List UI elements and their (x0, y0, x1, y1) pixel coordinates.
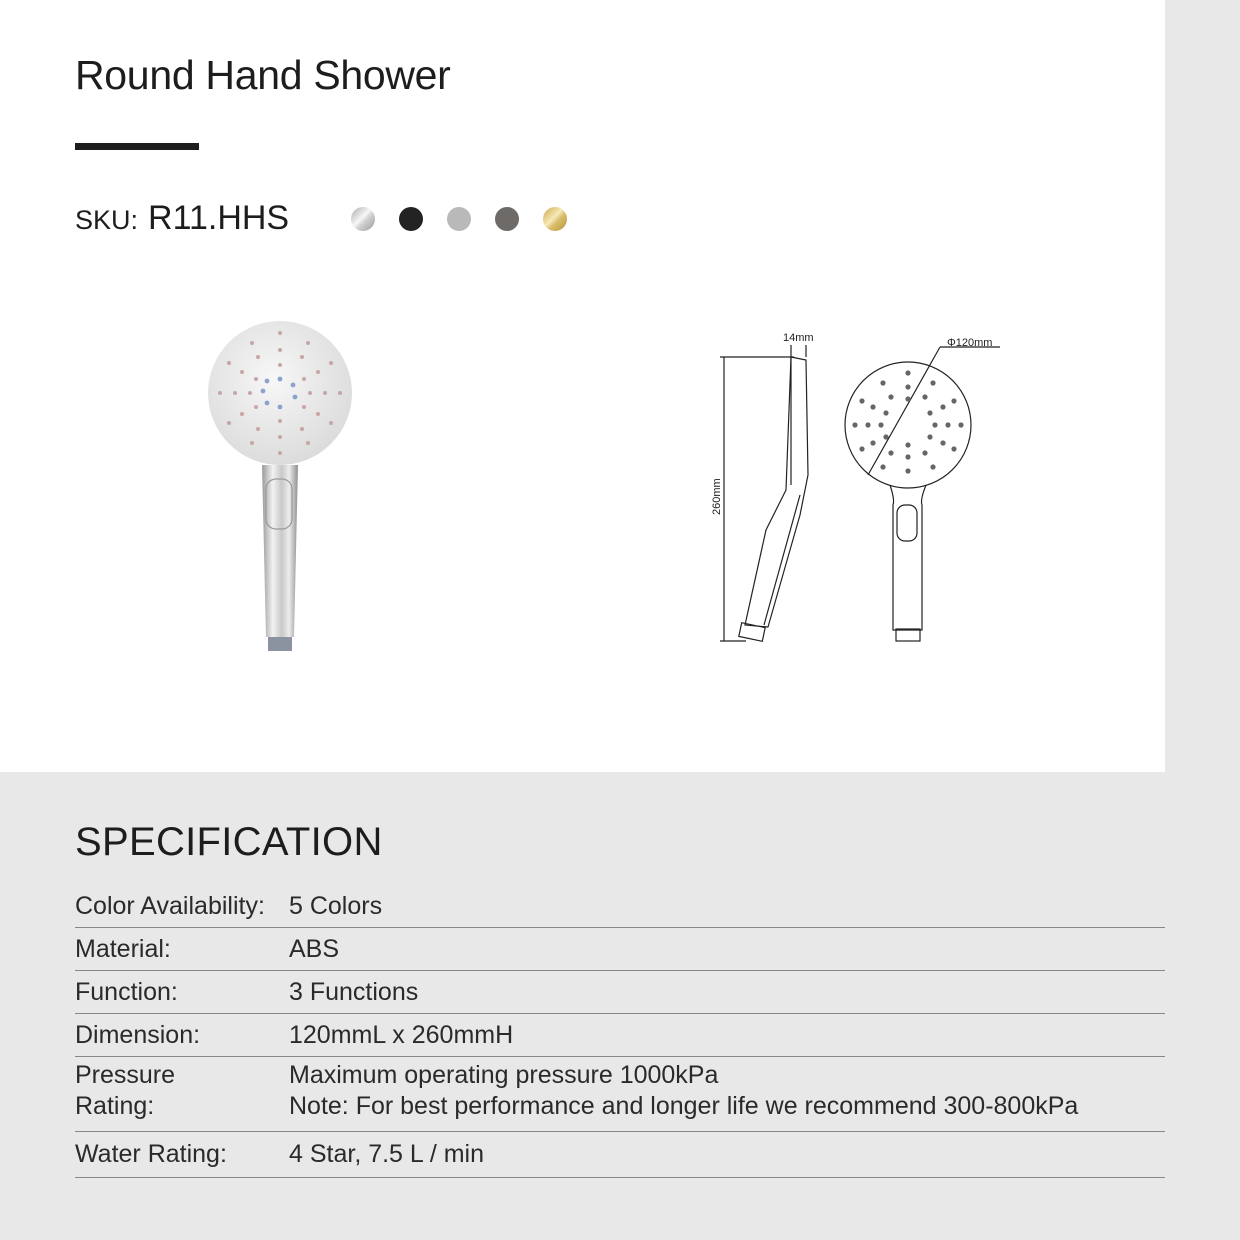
spec-row-function (75, 971, 1165, 1014)
product-title: Round Hand Shower (75, 52, 451, 98)
swatch-brushed-gold[interactable] (543, 207, 567, 231)
spec-label-line: Rating: (75, 1092, 155, 1120)
spec-row-color-availability (75, 884, 1165, 928)
sku-line (75, 199, 289, 238)
spec-label (75, 1060, 289, 1122)
spec-label: Material: (75, 935, 171, 963)
spec-label: Color Availability: (75, 892, 265, 920)
spec-row-water-rating (75, 1132, 1165, 1178)
swatch-matte-black[interactable] (399, 207, 423, 231)
spec-value-line: Maximum operating pressure 1000kPa (289, 1061, 719, 1089)
technical-drawing (700, 325, 1030, 655)
color-swatches (351, 207, 567, 231)
title-underline (75, 143, 199, 150)
height-dimension: 260mm (711, 478, 723, 515)
spec-value: ABS (289, 935, 340, 963)
spec-value (289, 1060, 1165, 1122)
specification-heading: SPECIFICATION (75, 820, 383, 864)
product-photo (200, 315, 360, 660)
spec-value: 4 Star, 7.5 L / min (289, 1140, 485, 1168)
spec-row-pressure-rating (75, 1057, 1165, 1132)
sku-label: SKU: (75, 205, 139, 235)
spec-label: Dimension: (75, 1021, 201, 1049)
thickness-dimension: 14mm (783, 332, 814, 344)
swatch-brushed-nickel[interactable] (447, 207, 471, 231)
spec-label-line: Pressure (75, 1061, 176, 1089)
swatch-chrome[interactable] (351, 207, 375, 231)
spec-row-material (75, 928, 1165, 971)
spec-label: Water Rating: (75, 1140, 227, 1168)
spec-value-line: Note: For best performance and longer life we recommend 300-800kPa (289, 1092, 1079, 1120)
diameter-dimension: Φ120mm (947, 337, 993, 349)
sku-value: R11.HHS (148, 199, 290, 237)
spec-row-dimension (75, 1014, 1165, 1057)
specification-table (75, 884, 1165, 1178)
swatch-gunmetal[interactable] (495, 207, 519, 231)
spec-value: 120mmL x 260mmH (289, 1021, 514, 1049)
spec-value: 5 Colors (289, 892, 383, 920)
spec-value: 3 Functions (289, 978, 419, 1006)
spec-label: Function: (75, 978, 178, 1006)
